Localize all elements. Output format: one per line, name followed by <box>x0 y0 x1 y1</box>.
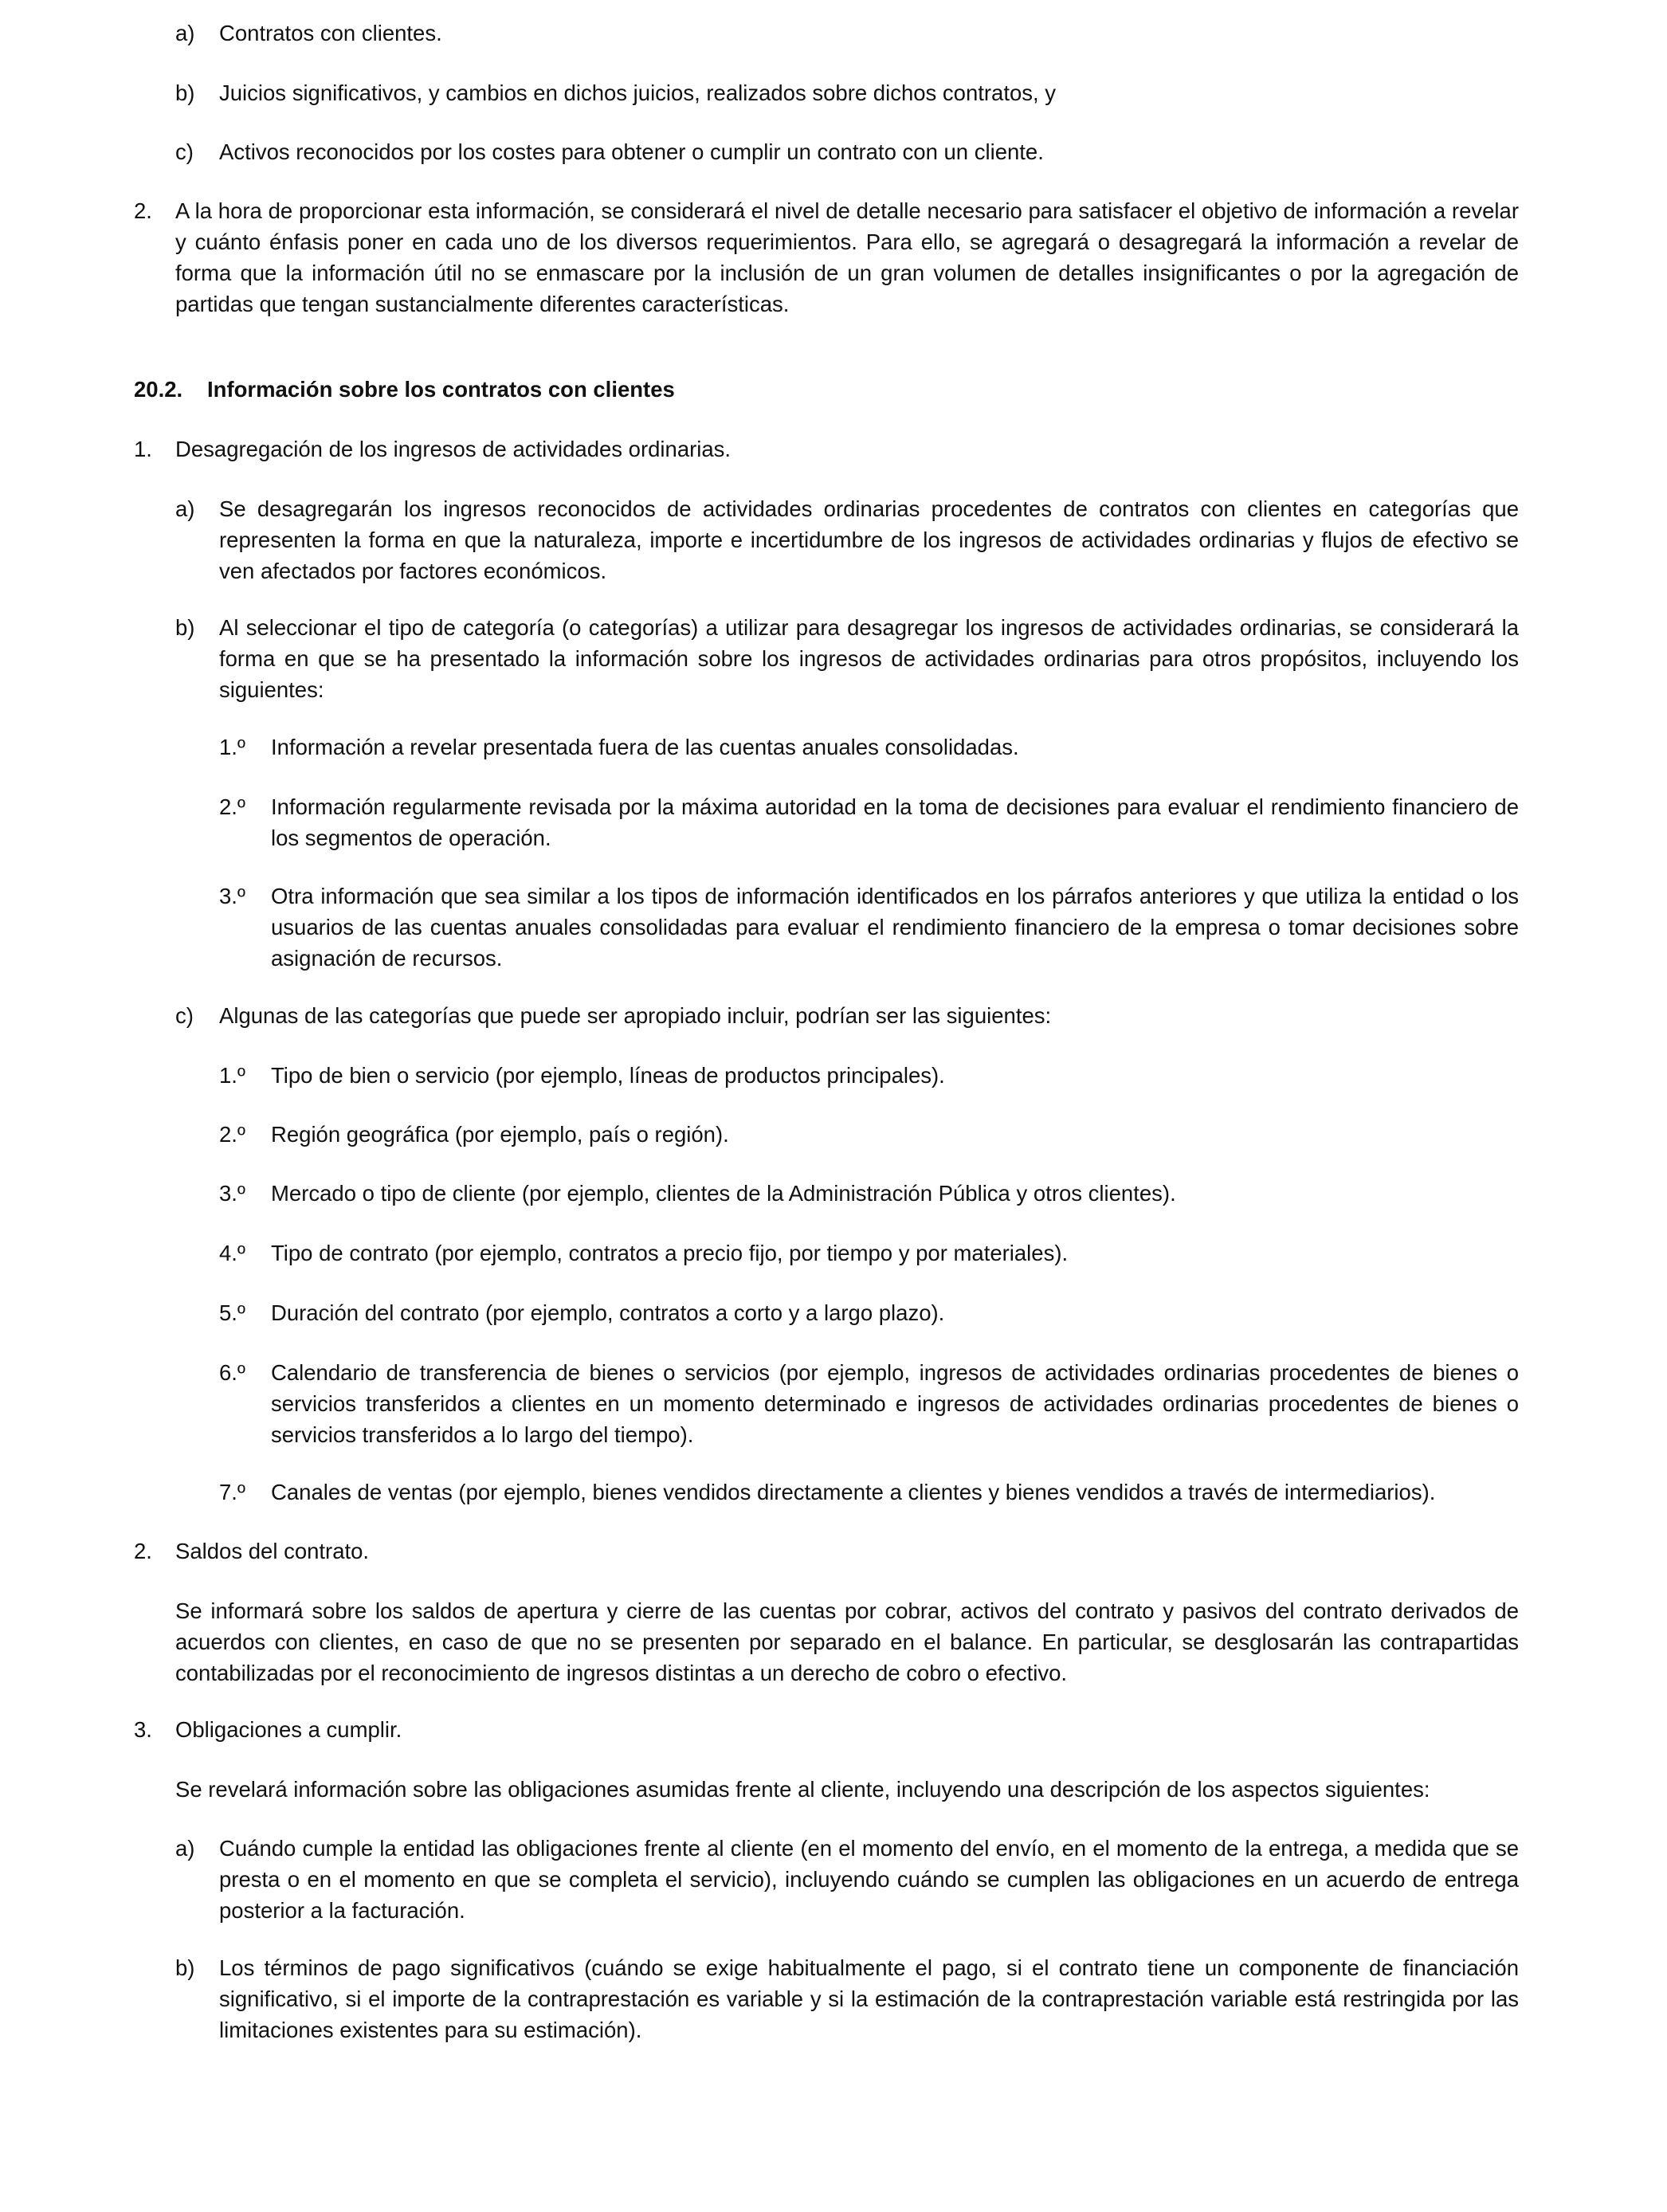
item-marker: b) <box>175 1955 195 1980</box>
ordinal-item <box>219 1477 1519 1508</box>
item-marker: c) <box>175 139 194 164</box>
paragraph: Se informará sobre los saldos de apertura y cierre de las cuentas por cobrar, activos del contrato y pasivos del contrato derivados de acuerdos con clientes, en caso de que no se presenten por separado en el balance. En particular, se desglosarán las contrapartidas contabilizadas por el reconocimiento de ingresos distintas a un derecho de cobro o efectivo. <box>175 1598 1519 1685</box>
item-marker: 2. <box>134 198 152 223</box>
item-marker: 1. <box>134 437 152 461</box>
item-text: Otra información que sea similar a los tipos de información identificados en los párrafos anteriores y que utiliza la entidad o los usuarios de las cuentas anuales consolidadas para evaluar el rendimiento financiero de la empresa o tomar decisiones sobre asignación de recursos. <box>271 884 1519 971</box>
section-heading <box>134 374 675 405</box>
item-marker: 4.º <box>219 1241 245 1265</box>
item-marker: 3.º <box>219 1181 245 1206</box>
item-marker: 2.º <box>219 794 245 819</box>
item-marker: 5.º <box>219 1300 245 1325</box>
ordinal-item <box>219 1357 1519 1450</box>
item-text: Tipo de bien o servicio (por ejemplo, líneas de productos principales). <box>271 1063 945 1088</box>
item-text: Mercado o tipo de cliente (por ejemplo, clientes de la Administración Pública y otros clientes). <box>271 1181 1176 1206</box>
item-marker: b) <box>175 615 195 640</box>
list-item-b <box>175 1952 1519 2045</box>
item-marker: 2.º <box>219 1122 245 1147</box>
item-text: Tipo de contrato (por ejemplo, contratos a precio fijo, por tiempo y por materiales). <box>271 1241 1069 1265</box>
item-title: Desagregación de los ingresos de actividades ordinarias. <box>175 437 732 461</box>
ordinal-item <box>219 1119 1519 1150</box>
item-marker: a) <box>175 1836 195 1861</box>
item-marker: 1.º <box>219 735 245 759</box>
ordinal-item <box>219 880 1519 974</box>
item-text: Información a revelar presentada fuera de las cuentas anuales consolidadas. <box>271 735 1019 759</box>
item-marker: a) <box>175 21 195 45</box>
item-marker: 3. <box>134 1717 152 1742</box>
item-marker: c) <box>175 1003 194 1028</box>
item-marker: 3.º <box>219 884 245 908</box>
section-title: Información sobre los contratos con clientes <box>207 377 675 402</box>
list-item-c <box>175 1000 1519 1031</box>
item-text: Al seleccionar el tipo de categoría (o categorías) a utilizar para desagregar los ingresos de actividades ordinarias, se considerará la forma en que se ha presentado la información sobre los ingresos de actividades ordinarias para otros propósitos, incluyendo los siguientes: <box>219 615 1519 702</box>
ordinal-item <box>219 731 1519 763</box>
numbered-item-1 <box>134 433 1519 465</box>
paragraph: Se revelará información sobre las obligaciones asumidas frente al cliente, incluyendo una descripción de los aspectos siguientes: <box>175 1777 1430 1802</box>
item-marker: a) <box>175 496 195 521</box>
item-marker: 2. <box>134 1539 152 1563</box>
item-marker: b) <box>175 80 195 105</box>
section-number: 20.2. <box>134 377 183 402</box>
ordinal-item <box>219 1297 1519 1328</box>
item-text: Contratos con clientes. <box>219 21 442 45</box>
item-text: Los términos de pago significativos (cuándo se exige habitualmente el pago, si el contrato tiene un componente de financiación significativo, si el importe de la contraprestación es variable y si la estimación de la contraprestación variable está restringida por las limitaciones existentes para su estimación). <box>219 1955 1519 2042</box>
item-text: Información regularmente revisada por la máxima autoridad en la toma de decisiones para evaluar el rendimiento financiero de los segmentos de operación. <box>271 794 1519 850</box>
numbered-item-2 <box>134 195 1519 320</box>
list-item-a <box>175 493 1519 586</box>
item-text: Calendario de transferencia de bienes o servicios (por ejemplo, ingresos de actividades ordinarias procedentes de bienes o servicios transferidos a clientes en un momento determinado e ingresos de actividades ordinarias procedentes de bienes o servicios transferidos a lo largo del tiempo). <box>271 1360 1519 1447</box>
list-item-c <box>175 136 1519 167</box>
ordinal-item <box>219 791 1519 853</box>
item-marker: 1.º <box>219 1063 245 1088</box>
item-text: Región geográfica (por ejemplo, país o región). <box>271 1122 729 1147</box>
ordinal-item <box>219 1178 1519 1209</box>
numbered-item-2 <box>134 1535 1519 1567</box>
item-text: A la hora de proporcionar esta información, se considerará el nivel de detalle necesario para satisfacer el objetivo de información a revelar y cuánto énfasis poner en cada uno de los diversos requerimientos. Para ello, se agregará o desagregará la información a revelar de forma que la información útil no se enmascare por la inclusión de un gran volumen de detalles insignificantes o por la agregación de partidas que tengan sustancialmente diferentes características. <box>175 198 1519 316</box>
ordinal-item <box>219 1237 1519 1269</box>
numbered-item-3 <box>134 1714 1519 1745</box>
list-item-b <box>175 612 1519 705</box>
list-item-b <box>175 77 1519 108</box>
item-text: Se desagregarán los ingresos reconocidos de actividades ordinarias procedentes de contratos con clientes en categorías que representen la forma en que la naturaleza, importe e incertidumbre de los ingresos de actividades ordinarias y flujos de efectivo se ven afectados por factores económicos. <box>219 496 1519 583</box>
item-text: Cuándo cumple la entidad las obligaciones frente al cliente (en el momento del envío, en el momento de la entrega, a medida que se presta o en el momento en que se completa el servicio), incluyendo cuándo se cumplen las obligaciones en un acuerdo de entrega posterior a la facturación. <box>219 1836 1519 1923</box>
ordinal-item <box>219 1060 1519 1091</box>
item-marker: 6.º <box>219 1360 245 1385</box>
item-title: Obligaciones a cumplir. <box>175 1717 402 1742</box>
item-text: Activos reconocidos por los costes para obtener o cumplir un contrato con un cliente. <box>219 139 1044 164</box>
item-text: Algunas de las categorías que puede ser apropiado incluir, podrían ser las siguientes: <box>219 1003 1052 1028</box>
item-text: Juicios significativos, y cambios en dichos juicios, realizados sobre dichos contratos, y <box>219 80 1057 105</box>
item-text: Duración del contrato (por ejemplo, contratos a corto y a largo plazo). <box>271 1300 945 1325</box>
item-title: Saldos del contrato. <box>175 1539 370 1563</box>
list-item-a <box>175 18 1519 49</box>
item-text: Canales de ventas (por ejemplo, bienes vendidos directamente a clientes y bienes vendidos a través de intermediarios). <box>271 1480 1436 1504</box>
item-marker: 7.º <box>219 1480 245 1504</box>
list-item-a <box>175 1833 1519 1926</box>
